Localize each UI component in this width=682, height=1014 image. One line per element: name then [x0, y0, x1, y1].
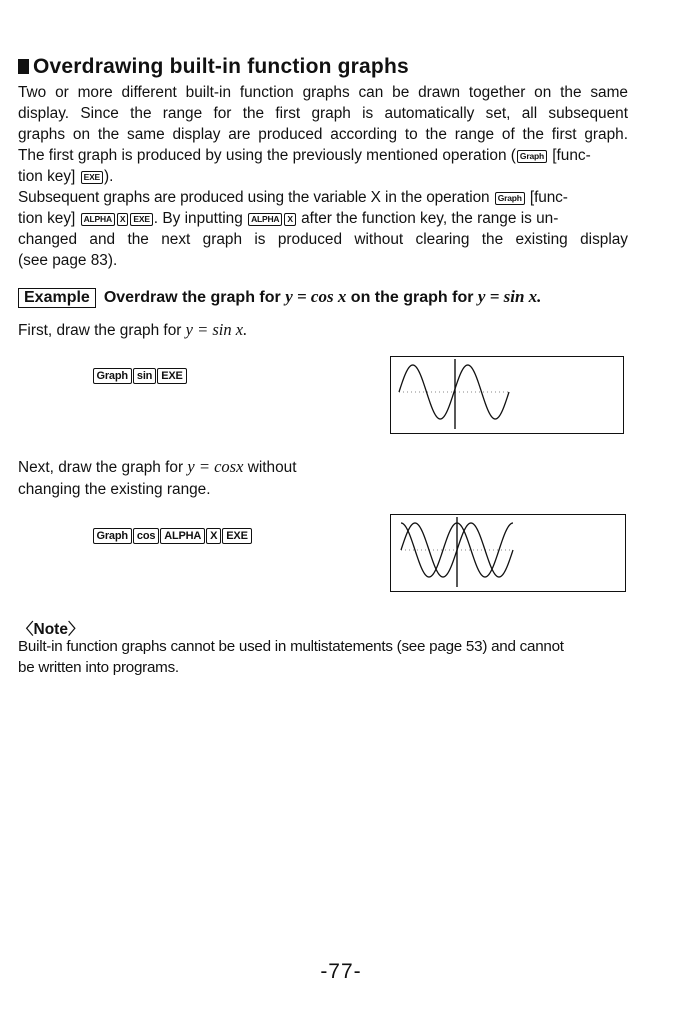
cos-key: cos	[133, 528, 159, 544]
graph-key: Graph	[93, 528, 132, 544]
text-line: graphs on the same display are produced according to the range of the first graph.	[18, 126, 628, 143]
step2-text: Next, draw the graph for y = cosx without changing the existing range.	[18, 457, 297, 498]
section-title: Overdrawing built-in function graphs	[18, 55, 409, 79]
graph-screen-sin	[390, 356, 624, 434]
key-sequence-1	[92, 366, 187, 384]
sin-graph	[391, 357, 623, 433]
sin-cos-graph	[391, 515, 625, 591]
text-line: display. Since the range for the first graph is automatically set, all subsequent	[18, 105, 628, 122]
graph-key: Graph	[517, 150, 547, 163]
sin-key: sin	[133, 368, 156, 384]
example-label: Example	[18, 288, 96, 308]
exe-key: EXE	[81, 171, 103, 184]
text-line: tion key] ALPHA X EXE . By inputting ALPHA X after the function key, the range is un-	[18, 210, 559, 227]
bullet-square-icon	[18, 59, 29, 74]
key-sequence-2	[92, 526, 252, 544]
text-line: tion key] EXE ).	[18, 168, 114, 185]
x-key: X	[284, 213, 295, 226]
graph-screen-sin-cos	[390, 514, 626, 592]
alpha-key: ALPHA	[81, 213, 115, 226]
x-key: X	[206, 528, 221, 544]
intro-paragraph	[18, 82, 628, 271]
graph-key: Graph	[495, 192, 525, 205]
x-key: X	[117, 213, 128, 226]
alpha-key: ALPHA	[160, 528, 205, 544]
note-text: Built-in function graphs cannot be used in multistatements (see page 53) and cannot be written into programs.	[18, 638, 564, 676]
equation: y = sin x.	[477, 287, 542, 306]
text-line: (see page 83).	[18, 252, 118, 269]
example-heading: Example Overdraw the graph for y = cos x on the graph for y = sin x.	[18, 287, 541, 308]
text-line: The first graph is produced by using the previously mentioned operation ( Graph [func-	[18, 147, 591, 164]
graph-key: Graph	[93, 368, 132, 384]
step1-text: First, draw the graph for y = sin x.	[18, 320, 248, 339]
text-line: Two or more different built-in function graphs can be drawn together on the same	[18, 84, 628, 101]
note-title: 〈Note〉	[18, 621, 84, 638]
equation: y = cos x	[285, 287, 347, 306]
text-line: changed and the next graph is produced without clearing the existing display	[18, 231, 628, 248]
exe-key: EXE	[130, 213, 152, 226]
alpha-key: ALPHA	[248, 213, 282, 226]
page-number: -77-	[320, 960, 362, 983]
exe-key: EXE	[222, 528, 251, 544]
text-line: Subsequent graphs are produced using the variable X in the operation Graph [func-	[18, 189, 568, 206]
exe-key: EXE	[157, 368, 186, 384]
